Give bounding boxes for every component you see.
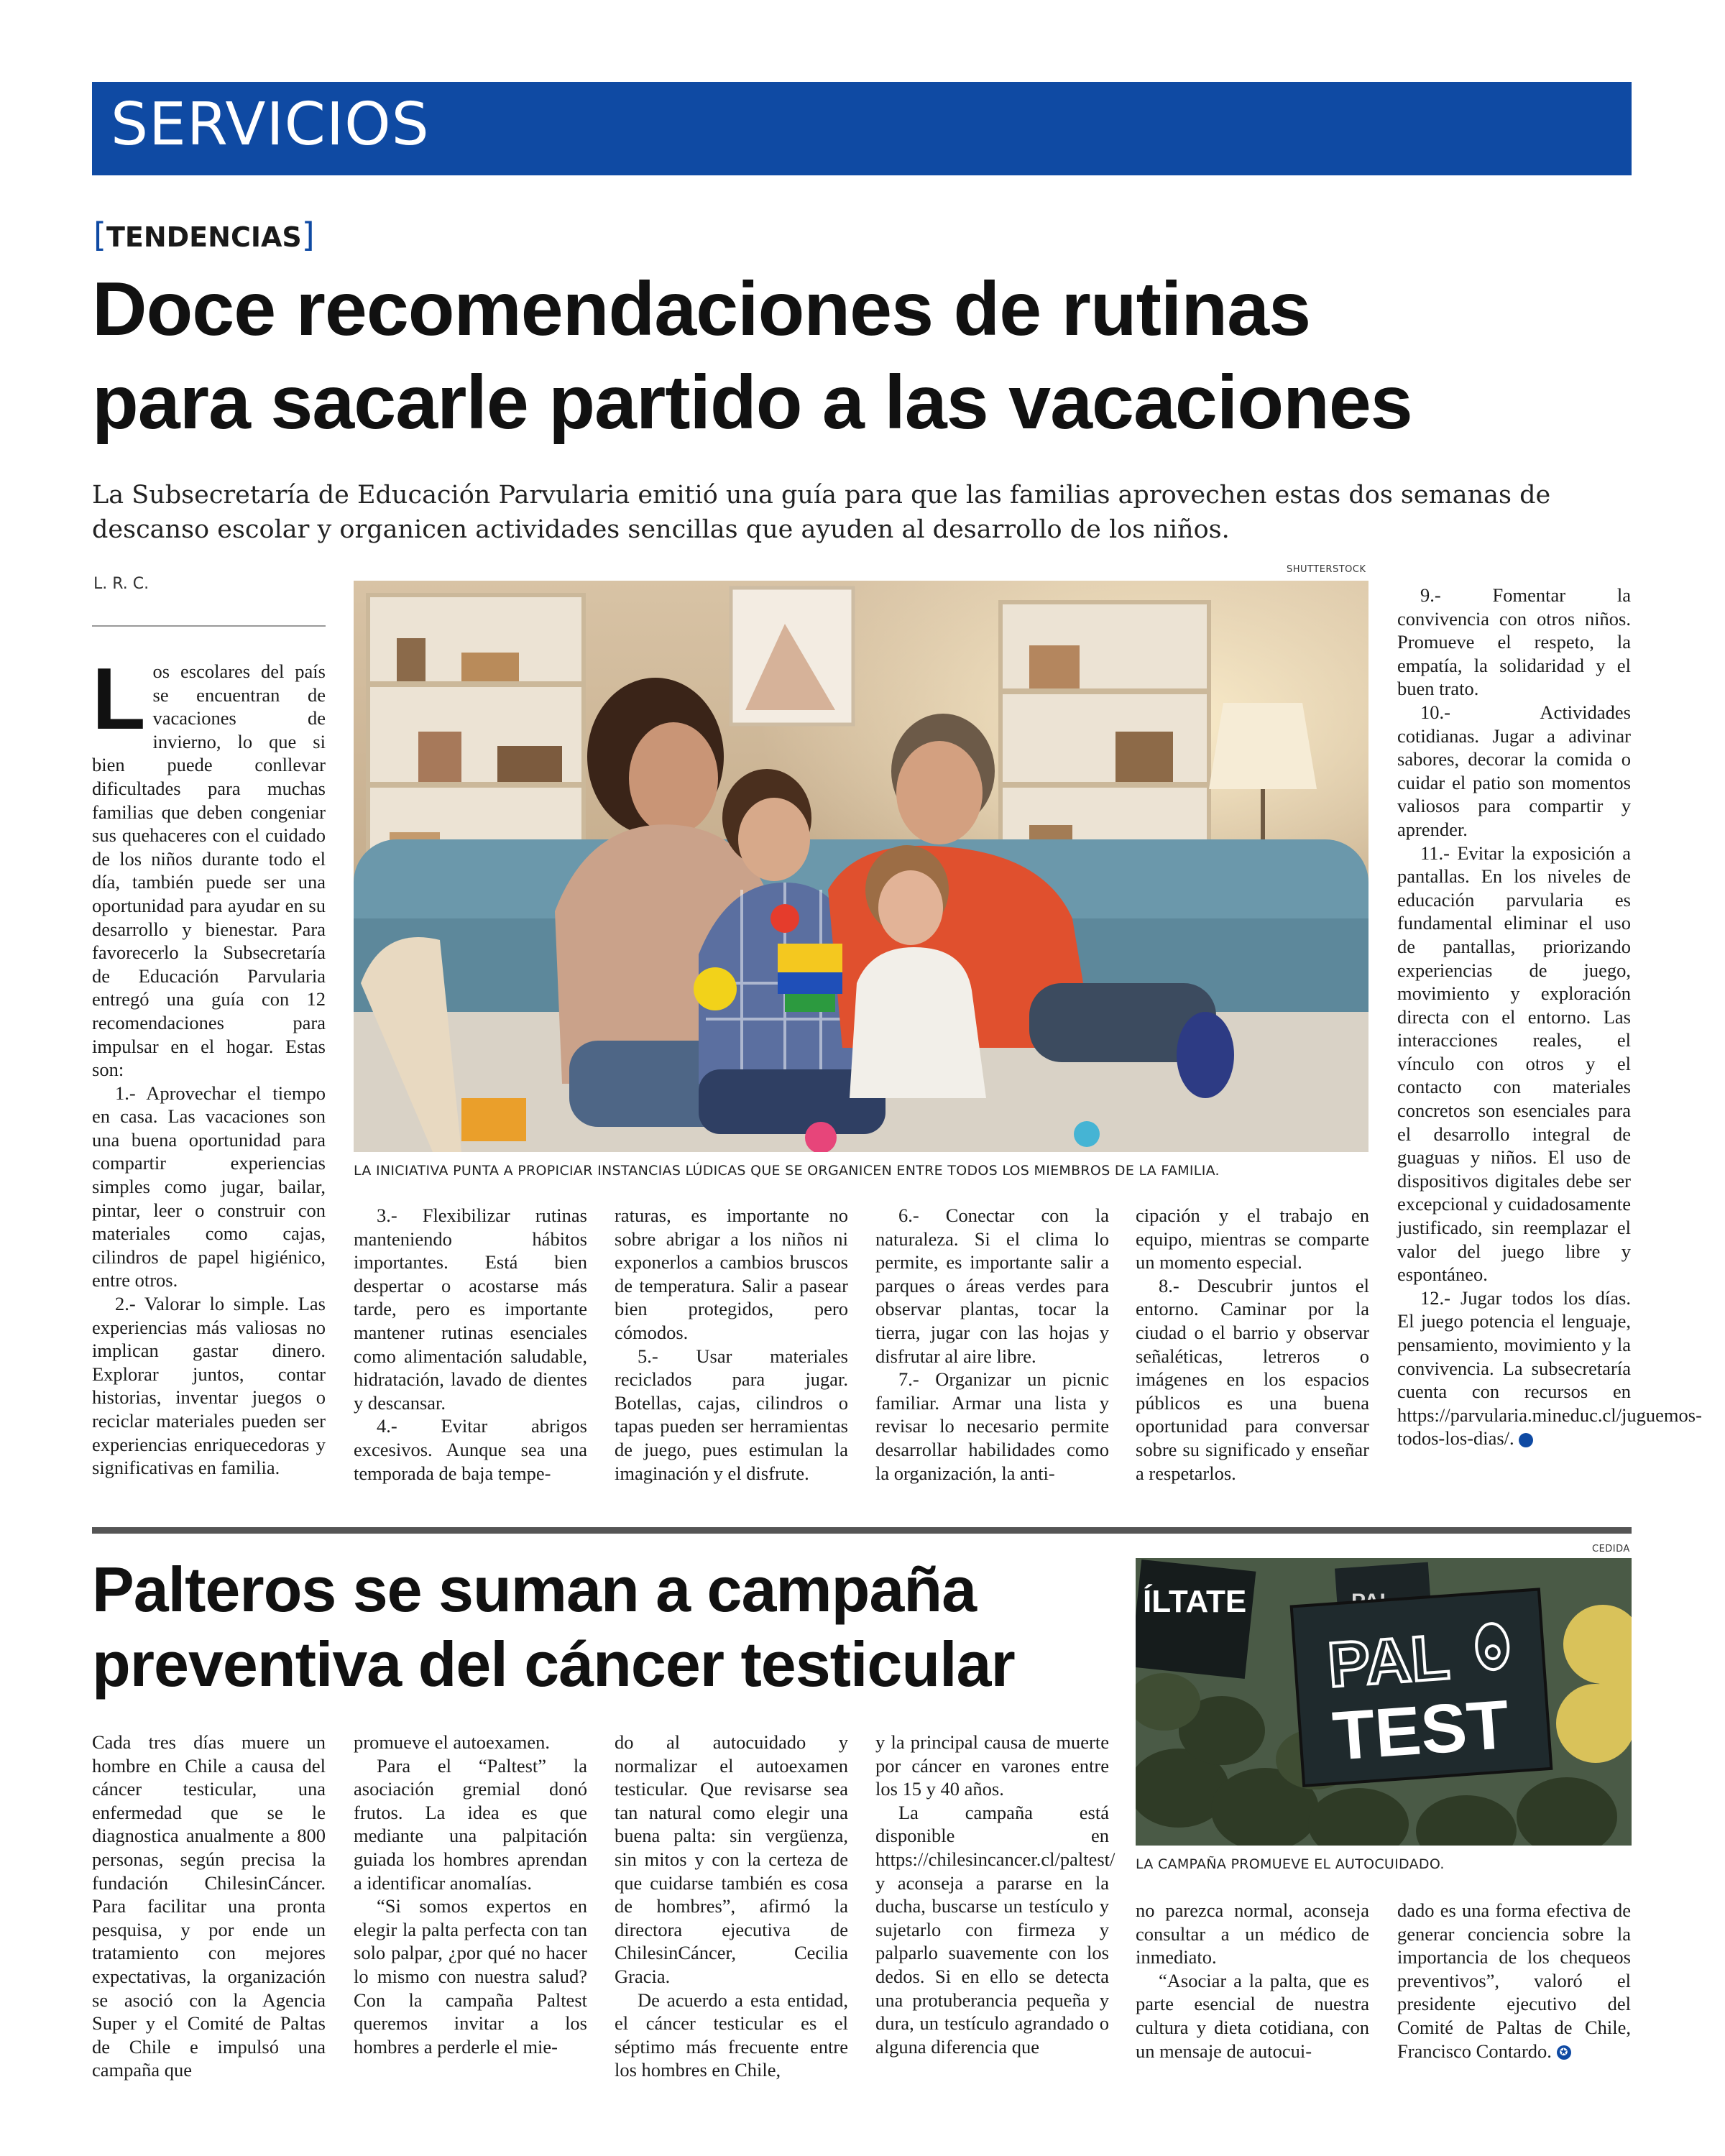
article2-paragraph-5-cont: no parezca normal, aconseja consultar a un médico de inmediato. bbox=[1136, 1899, 1369, 1968]
article2-column-1 bbox=[92, 1731, 326, 2082]
article2-paragraph-1-cont: promueve el autoexamen. bbox=[354, 1731, 550, 1753]
article2-paragraph-4: De acuerdo a esta entidad, el cáncer testicular es el séptimo más frecuente entre los hombres en Chile, bbox=[615, 1989, 848, 2081]
article2-paragraph-1: Cada tres días muere un hombre en Chile a causa del cáncer testicular, una enfermedad que se le diagnostica anualmente a 800 personas, según precisa la fundación ChilesinCáncer. Para facilitar una pronta pesquisa, y por ende un tratamiento con mejores expectativas, la organización se asoció con la Agencia Super y el Comité de Paltas de Chile e impulsó una campaña que bbox=[92, 1731, 326, 2081]
second-headline-line-1: Palteros se suman a campaña bbox=[92, 1554, 977, 1625]
paltest-photo bbox=[1136, 1558, 1632, 1846]
recommendation-7-cont: cipación y el trabajo en equipo, mientras se comparte un momento especial. bbox=[1136, 1204, 1369, 1273]
article-divider bbox=[92, 1527, 1632, 1534]
recommendation-10: 10.- Actividades cotidianas. Jugar a adivinar sabores, decorar la comida o cuidar el patio son momentos valiosos para compartir y aprender. bbox=[1397, 701, 1631, 840]
recommendation-8: 8.- Descubrir juntos el entorno. Caminar por la ciudad o el barrio y observar señaléticas, letreros o imágenes en los espacios públicos es una buena oportunidad para conversar sobre su significado y enseñar a respetarlos. bbox=[1136, 1274, 1369, 1484]
recommendation-5: 5.- Usar materiales reciclados para jugar. Botellas, cajas, cilindros o tapas pueden ser herramientas de juego, pues estimulan la imaginación y el disfrute. bbox=[615, 1345, 848, 1484]
kicker-bracket-left: [ bbox=[93, 216, 106, 254]
article2-column-4 bbox=[875, 1731, 1116, 2058]
recommendation-9: 9.- Fomentar la convivencia con otros niños. Promueve el respeto, la empatía, la solidaridad y el buen trato. bbox=[1397, 584, 1631, 700]
section-header-bar bbox=[92, 82, 1632, 175]
article2-column-5 bbox=[1136, 1899, 1369, 2063]
article2-closing-text: dado es una forma efectiva de generar conciencia sobre la importancia de los chequeos preventivos”, valoró el presidente ejecutivo del Comité de Paltas de Chile, Francisco Contardo. bbox=[1397, 1899, 1631, 2062]
family-playing-illustration bbox=[354, 581, 1368, 1152]
article2-paragraph-4-cont: y la principal causa de muerte por cáncer en varones entre los 15 y 40 años. bbox=[875, 1731, 1109, 1800]
article2-column-6 bbox=[1397, 1899, 1631, 2063]
intro-text: os escolares del país se encuentran de vacaciones de invierno, lo que si bien puede conllevar dificultades para muchas familias que deben congeniar sus quehaceres con el cuidado de los niños durante todo el día, también puede ser una oportunidad para ayudar en su desarrollo y bienestar. Para favorecerlo la Subsecretaría de Educación Parvularia entregó una guía con 12 recomendaciones para impulsar en el hogar. Estas son: bbox=[92, 660, 326, 1081]
kicker-bracket-right: ] bbox=[301, 216, 315, 254]
recommendation-2: 2.- Valorar lo simple. Las experiencias más valiosas no implican gastar dinero. Explorar juntos, contar historias, inventar juegos o reciclar materiales pueden ser experiencias enriquecedoras y significativas en familia. bbox=[92, 1293, 326, 1479]
end-mark-icon: ✪ bbox=[1519, 1433, 1533, 1447]
paltest-sign-illustration bbox=[1136, 1558, 1632, 1846]
end-mark-icon: ✪ bbox=[1557, 2045, 1571, 2060]
recommendation-7: 7.- Organizar un picnic familiar. Armar una lista y revisar lo necesario permite desarrollar habilidades como la organización, la anti- bbox=[875, 1368, 1109, 1484]
recommendation-12 bbox=[1397, 1286, 1702, 1450]
article2-paragraph-5: La campaña está disponible en https://chilesincancer.cl/paltest/ y aconseja a pararse en la ducha, buscarse un testículo y sujetarlo con firmeza y palparlo suavemente con los dedos. Si en ello se detecta una protuberancia pequeña y dura, un testículo agrandado o alguna diferencia que bbox=[875, 1801, 1116, 2058]
drop-cap: L bbox=[92, 650, 146, 747]
article1-column-6 bbox=[1397, 584, 1702, 1450]
recommendation-4: 4.- Evitar abrigos excesivos. Aunque sea una temporada de baja tempe- bbox=[354, 1415, 587, 1484]
photo2-credit: CEDIDA bbox=[1592, 1544, 1630, 1554]
family-photo bbox=[354, 581, 1368, 1152]
recommendation-11: 11.- Evitar la exposición a pantallas. En los niveles de educación parvularia es fundamental eliminar el uso de pantallas, priorizando experiencias de juego, movimiento y exploración directa con el entorno. Las interacciones reales, el vínculo con otros y el contacto con materiales concretos son esenciales para el desarrollo integral de guaguas y niños. El uso de dispositivos digitales debe ser excepcional y cuidadosamente justificado, sin reemplazar el valor del juego libre y espontáneo. bbox=[1397, 842, 1631, 1286]
article2-paragraph-3-cont: do al autocuidado y normalizar el autoexamen testicular. Que revisarse sea tan natural como elegir una buena palta: sin vergüenza, sin mitos y con la certeza de que cuidarse también es cosa de hombres”, afirmó la directora ejecutiva de ChilesinCáncer, Cecilia Gracia. bbox=[615, 1731, 848, 1987]
article2-paragraph-2: Para el “Paltest” la asociación gremial donó frutos. La idea es que mediante una palpitación guiada los hombres aprendan a identificar anomalías. bbox=[354, 1754, 587, 1894]
kicker bbox=[93, 216, 315, 254]
article2-column-2 bbox=[354, 1731, 587, 2058]
article1-column-1 bbox=[92, 650, 326, 1480]
sign-word-pal: PAL bbox=[1325, 1621, 1453, 1701]
byline-rule bbox=[92, 625, 326, 627]
photo2-caption: LA CAMPAÑA PROMUEVE EL AUTOCUIDADO. bbox=[1136, 1856, 1445, 1872]
recommendation-12-text: 12.- Jugar todos los días. El juego potencia el lenguaje, pensamiento, movimiento y la convivencia. La subsecretaría cuenta con recursos en https://parvularia.mineduc.cl/juguemos-todos-los-dias/. bbox=[1397, 1286, 1702, 1450]
sign-word-test: TEST bbox=[1330, 1685, 1512, 1775]
second-headline bbox=[92, 1552, 1120, 1702]
headline-line-2: para sacarle partido a las vacaciones bbox=[92, 360, 1412, 445]
article2-paragraph-3: “Si somos expertos en elegir la palta perfecta con tan solo palpar, ¿por qué no hacer lo mismo con nuestra salud? Con la campaña Paltest queremos invitar a los hombres a perderle el mie- bbox=[354, 1895, 587, 2058]
article2-column-3 bbox=[615, 1731, 848, 2082]
recommendation-3: 3.- Flexibilizar rutinas manteniendo hábitos importantes. Está bien despertar o acostarse más tarde, pero es importante mantener rutinas esenciales como alimentación saludable, hidratación, lavado de dientes y descansar. bbox=[354, 1204, 587, 1414]
photo-caption: LA INICIATIVA PUNTA A PROPICIAR INSTANCIAS LÚDICAS QUE SE ORGANICEN ENTRE TODOS LOS MIEMBROS DE LA FAMILIA. bbox=[354, 1163, 1220, 1179]
article2-paragraph-6: “Asociar a la palta, que es parte esencial de nuestra cultura y dieta cotidiana, con un mensaje de autocui- bbox=[1136, 1969, 1369, 2062]
article1-column-3 bbox=[615, 1204, 848, 1485]
article-deck: La Subsecretaría de Educación Parvularia emitió una guía para que las familias aprovechen estas dos semanas de descanso escolar y organicen actividades sencillas que ayuden al desarrollo de los niños. bbox=[92, 481, 1551, 544]
main-headline bbox=[92, 262, 1637, 449]
article1-column-2 bbox=[354, 1204, 587, 1485]
left-sign-text: ÍLTATE bbox=[1143, 1584, 1247, 1619]
photo-credit: SHUTTERSTOCK bbox=[1287, 564, 1366, 575]
recommendation-4-cont: raturas, es importante no sobre abrigar a los niños ni exponerlos a cambios bruscos de temperatura. Salir a pasear bien protegidos, pero cómodos. bbox=[615, 1204, 848, 1343]
article1-column-4 bbox=[875, 1204, 1109, 1485]
kicker-label: TENDENCIAS bbox=[106, 221, 302, 253]
article2-paragraph-6-cont bbox=[1397, 1899, 1631, 2063]
byline: L. R. C. bbox=[93, 575, 150, 593]
headline-line-1: Doce recomendaciones de rutinas bbox=[92, 267, 1311, 351]
intro-paragraph bbox=[92, 650, 326, 1082]
second-headline-line-2: preventiva del cáncer testicular bbox=[92, 1628, 1015, 1700]
recommendation-6: 6.- Conectar con la naturaleza. Si el clima lo permite, es importante salir a parques o áreas verdes para observar plantas, tocar la tierra, jugar con las hojas y disfrutar al aire libre. bbox=[875, 1204, 1109, 1367]
section-title: SERVICIOS bbox=[111, 91, 430, 159]
recommendation-1: 1.- Aprovechar el tiempo en casa. Las vacaciones son una buena oportunidad para compartir experiencias simples como jugar, bailar, pintar, leer o construir con materiales como cajas, cilindros de papel higiénico, entre otros. bbox=[92, 1082, 326, 1291]
article1-column-5 bbox=[1136, 1204, 1369, 1485]
